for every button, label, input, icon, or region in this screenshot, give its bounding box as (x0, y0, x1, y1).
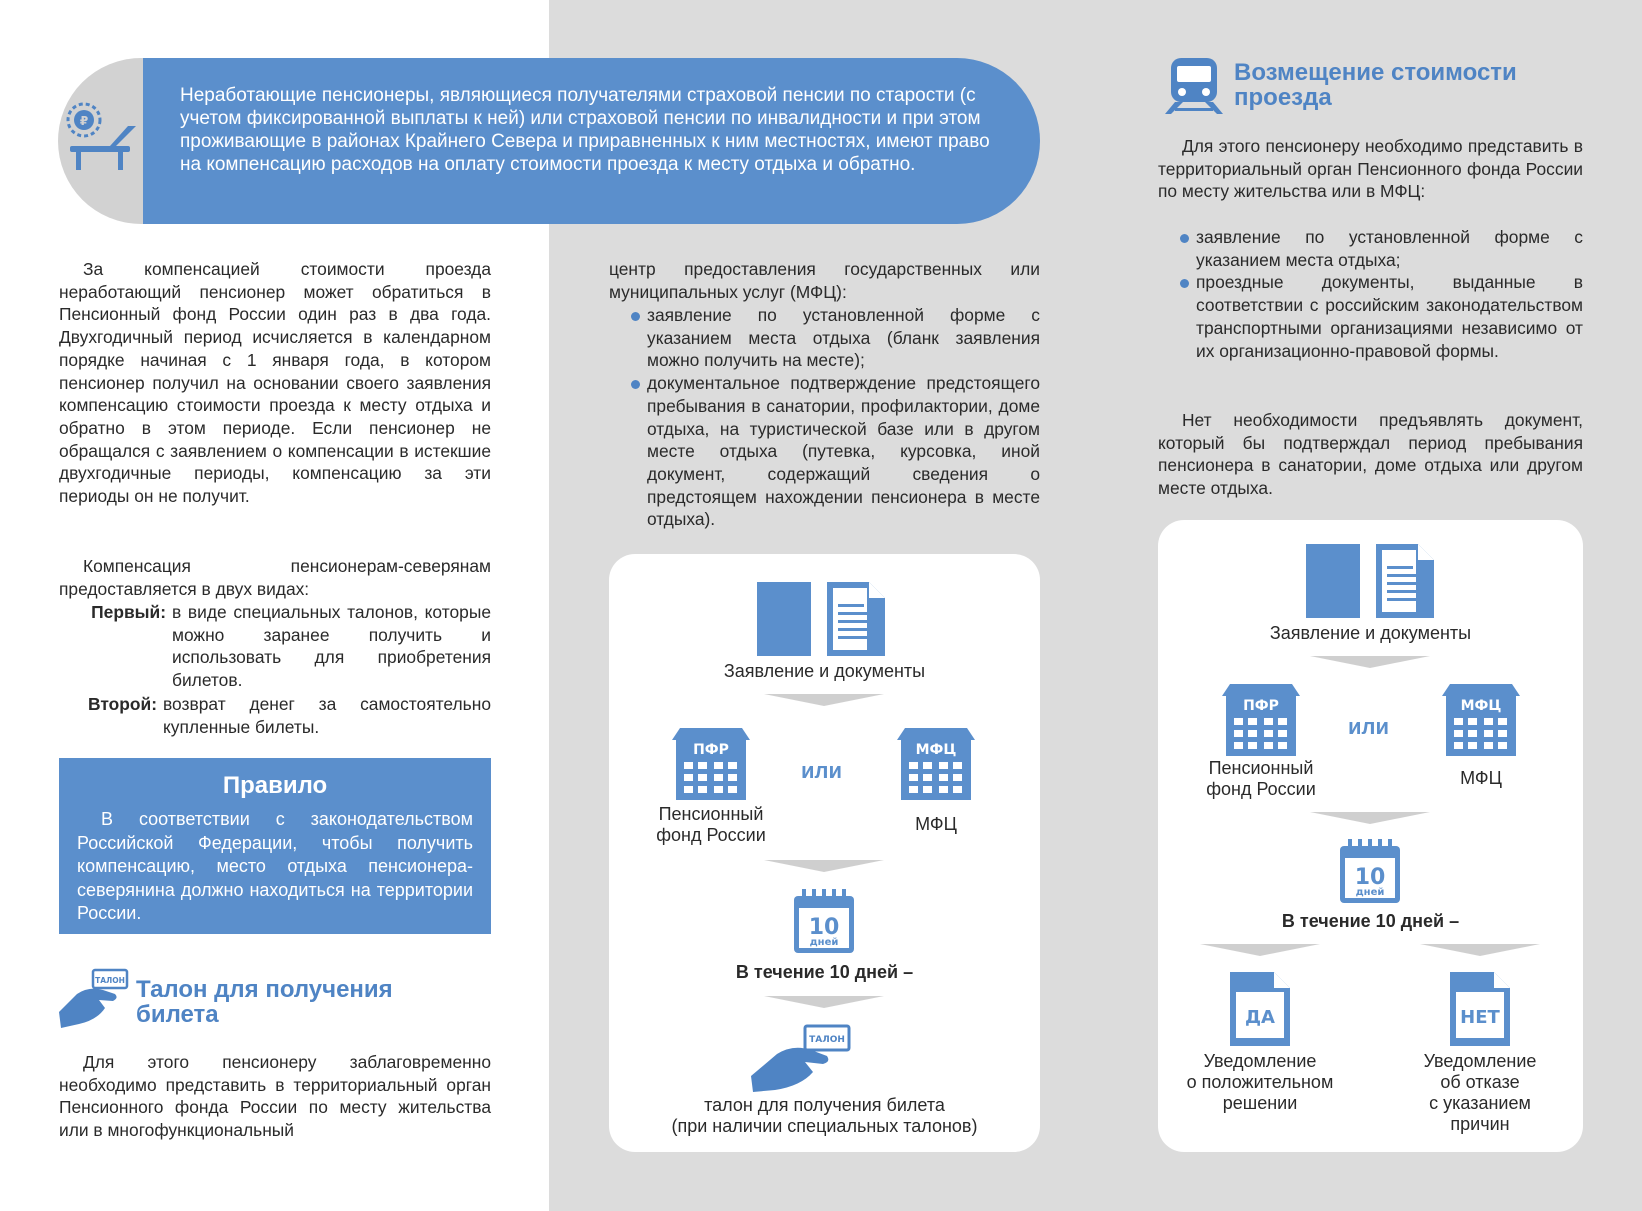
pfr-building-icon (672, 724, 750, 805)
left-paragraph-1: За компенсацией стоимости проезда неработающий пенсионер может обратиться в Пенсионный фонд России один раз в два года. Двухгодичный период исчисляется в календарном порядке начиная с 1 января года, в котором пенсионер получил на основании своего заявления компенсацию стоимости проезда к месту отдыха и обратно в этом периоде. Если пенсионер не обращался с заявлением о компенсации в истекшие двухгодичные периоды, компенсацию за эти периоды он не получит. (59, 259, 491, 507)
yes-icon-label: ДА (1245, 1007, 1275, 1028)
right-yes-line-1: Уведомление (1203, 1051, 1317, 1071)
right-diagram-card (1158, 520, 1583, 1152)
middle-pfr-label (631, 804, 791, 846)
hand-ticket-icon-label: ТАЛОН (95, 976, 125, 985)
middle-result-label (609, 1095, 1040, 1137)
flow-arrow (764, 694, 884, 706)
documents-icon (757, 582, 887, 663)
pensioner-rest-icon (66, 96, 144, 181)
right-bullet-list (1180, 226, 1583, 362)
talon-title-line-2: билета (136, 1001, 219, 1028)
calendar-word: дней (1355, 887, 1385, 898)
pfr-building-icon (1222, 680, 1300, 761)
hand-ticket-icon (57, 968, 131, 1035)
train-icon (1165, 56, 1223, 121)
left-paragraph-2: Компенсация пенсионерам-северянам предоставляется в двух видах: (59, 556, 491, 599)
kind-second-text: возврат денег за самостоятельно купленные билеты. (163, 694, 491, 737)
middle-diagram-card (609, 554, 1040, 1152)
flow-arrow (1200, 944, 1320, 956)
reimbursement-title-line-2: проезда (1234, 84, 1332, 111)
kind-second-label: Второй: (88, 694, 157, 714)
hand-ticket-icon (749, 1024, 859, 1097)
right-no-line-4: причин (1450, 1114, 1510, 1134)
documents-icon (1306, 544, 1436, 625)
banner-text: Неработающие пенсионеры, являющиеся получателями страховой пенсии по старости (с учетом фиксированной выплаты к ней) или страховой пенсии по инвалидности и при этом проживающие в районах Крайнего Севера и приравненных к ним местностях, имеют право на компенсацию расходов на оплату стоимости проезда к месту отдыха и обратно. (180, 85, 990, 175)
right-no-line-1: Уведомление (1423, 1051, 1537, 1071)
middle-pfr-line-2: фонд России (656, 825, 766, 845)
kind-first (91, 601, 491, 692)
kind-first-text: в виде специальных талонов, которые можно заранее получить и использовать для приобретения билетов. (172, 602, 491, 691)
right-no-line-3: с указанием (1429, 1093, 1531, 1113)
flow-arrow (1420, 944, 1540, 956)
pfr-icon-label: ПФР (693, 742, 729, 758)
rule-box (59, 758, 491, 934)
right-no-line-2: об отказе (1440, 1072, 1520, 1092)
middle-bullet-1: заявление по установленной форме с указанием места отдыха (бланк заявления можно получить на месте); (631, 304, 1040, 372)
talon-title-line-1: Талон для получения (136, 976, 393, 1003)
reimbursement-title-line-1: Возмещение стоимости (1234, 59, 1517, 86)
right-or: или (1348, 714, 1390, 739)
right-intro: Для этого пенсионеру необходимо представить в территориальный орган Пенсионного фонда России по месту жительства или в МФЦ: (1158, 136, 1583, 202)
right-mfc-label: МФЦ (1460, 768, 1502, 788)
svg-text:₽: ₽ (79, 114, 89, 128)
right-docs-label: Заявление и документы (1269, 623, 1472, 643)
right-bullet-2: проездные документы, выданные в соответствии с российским законодательством транспортными организациями независимо от их организационно-правовой формы. (1180, 271, 1583, 362)
middle-docs-label: Заявление и документы (723, 661, 926, 681)
middle-mfc-label: МФЦ (915, 814, 957, 834)
right-no-label (1390, 1051, 1570, 1135)
mfc-icon-label: МФЦ (1460, 698, 1502, 714)
right-pfr-line-1: Пенсионный (1208, 758, 1314, 778)
middle-result-line-1: талон для получения билета (704, 1095, 945, 1115)
mfc-building-icon (897, 724, 975, 805)
mfc-icon-label: МФЦ (915, 742, 957, 758)
talon-section-title (136, 977, 393, 1027)
calendar-word: дней (809, 937, 839, 948)
middle-result-line-2: (при наличии специальных талонов) (671, 1116, 978, 1136)
right-pfr-label (1181, 758, 1341, 800)
calendar-number: 10 (808, 915, 840, 940)
rule-title: Правило (222, 772, 328, 799)
yes-document-icon (1228, 970, 1292, 1053)
no-document-icon (1448, 970, 1512, 1053)
talon-icon-label: ТАЛОН (809, 1035, 845, 1045)
calendar-icon (793, 888, 855, 959)
flow-arrow (1310, 812, 1430, 824)
middle-or: или (801, 758, 843, 783)
rule-text: В соответствии с законодательством Российской Федерации, чтобы получить компенсацию, место отдыха пенсионера-северянина должно находиться на территории России. (77, 809, 473, 923)
no-icon-label: НЕТ (1460, 1007, 1500, 1028)
right-yes-line-2: о положительном (1186, 1072, 1334, 1092)
right-bullet-1: заявление по установленной форме с указанием места отдыха; (1180, 226, 1583, 271)
flow-arrow (1310, 656, 1430, 668)
middle-bullet-2: документальное подтверждение предстоящего пребывания в санатории, профилактории, доме отдыха, на туристической базе или в другом месте отдыха (путевка, курсовка, иной документ, содержащий сведения о предстоящем нахождении пенсионера в месте отдыха). (631, 372, 1040, 531)
left-paragraph-3: Для этого пенсионеру заблаговременно необходимо представить в территориальный орган Пенсионного фонда России по месту жительства или в многофункциональный (59, 1052, 491, 1141)
flow-arrow (764, 996, 884, 1008)
calendar-number: 10 (1354, 865, 1386, 890)
right-paragraph-2: Нет необходимости предъявлять документ, который бы подтверждал период пребывания пенсионера в санатории, доме отдыха или другом месте отдыха. (1158, 410, 1583, 499)
kind-second (88, 693, 491, 738)
mfc-building-icon (1442, 680, 1520, 761)
reimbursement-section-title (1234, 60, 1517, 110)
middle-pfr-line-1: Пенсионный (658, 804, 764, 824)
right-yes-label (1170, 1051, 1350, 1114)
middle-intro: центр предоставления государственных или муниципальных услуг (МФЦ): (609, 259, 1040, 302)
kind-first-label: Первый: (91, 602, 166, 622)
right-pfr-line-2: фонд России (1206, 779, 1316, 799)
flow-arrow (764, 860, 884, 872)
middle-days-label: В течение 10 дней – (735, 962, 914, 982)
middle-bullet-list (631, 304, 1040, 531)
right-yes-line-3: решении (1222, 1093, 1298, 1113)
calendar-icon (1339, 838, 1401, 909)
right-days-label: В течение 10 дней – (1281, 911, 1460, 931)
pfr-icon-label: ПФР (1243, 698, 1279, 714)
